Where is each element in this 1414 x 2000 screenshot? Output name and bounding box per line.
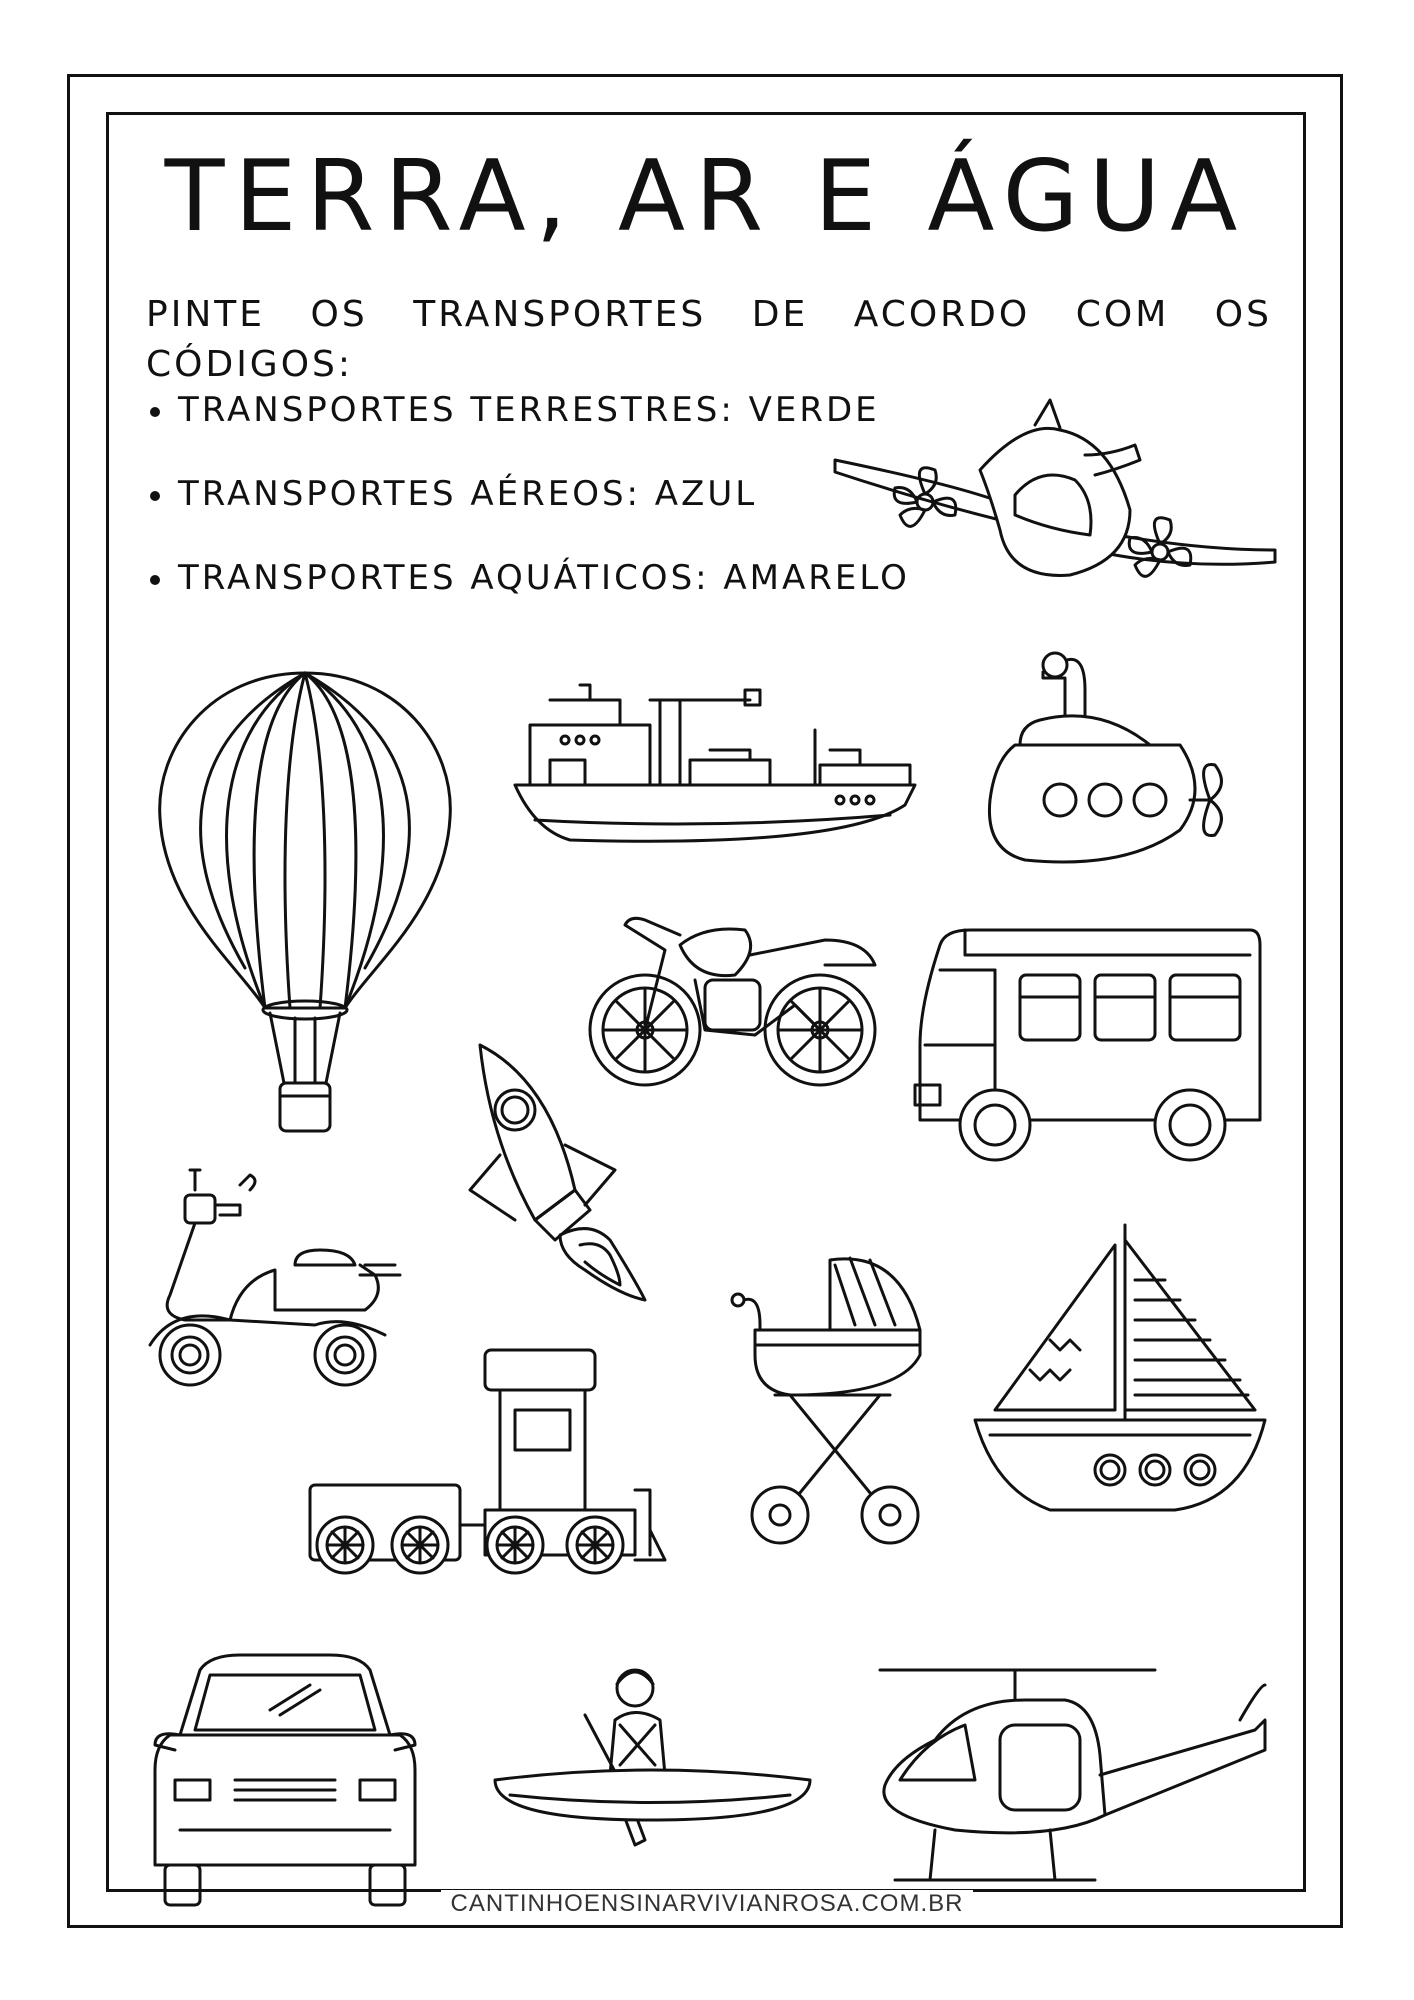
instructions	[146, 290, 1272, 390]
footer-url: CANTINHOENSINARVIVIANROSA.COM.BR	[441, 1890, 974, 1918]
rocket-icon	[470, 1040, 655, 1305]
bullet-icon	[150, 575, 160, 585]
cargo-ship-icon	[510, 680, 930, 850]
page-title: TERRA, AR E ÁGUA	[164, 140, 1248, 254]
code-item-water	[150, 558, 910, 598]
bullet-icon	[150, 407, 160, 417]
instructions-line-1: PINTE OS TRANSPORTES DE ACORDO COM OS	[146, 294, 1272, 335]
sailboat-icon	[970, 1220, 1270, 1520]
code-item-air	[150, 474, 757, 514]
airplane-icon	[830, 400, 1280, 600]
instructions-line-2: CÓDIGOS:	[146, 344, 354, 385]
baby-stroller-icon	[730, 1250, 930, 1550]
bus-icon	[910, 925, 1265, 1175]
code-label: TRANSPORTES AQUÁTICOS: AMARELO	[178, 558, 910, 598]
code-item-land	[150, 390, 880, 430]
train-icon	[305, 1345, 675, 1585]
code-label: TRANSPORTES TERRESTRES: VERDE	[178, 390, 880, 430]
car-icon	[150, 1650, 425, 1910]
bullet-icon	[150, 491, 160, 501]
code-label: TRANSPORTES AÉREOS: AZUL	[178, 474, 758, 514]
helicopter-icon	[875, 1665, 1270, 1915]
footer	[0, 1890, 1414, 1918]
kayak-icon	[490, 1660, 815, 1860]
submarine-icon	[985, 650, 1245, 875]
hot-air-balloon-icon	[150, 668, 460, 1138]
